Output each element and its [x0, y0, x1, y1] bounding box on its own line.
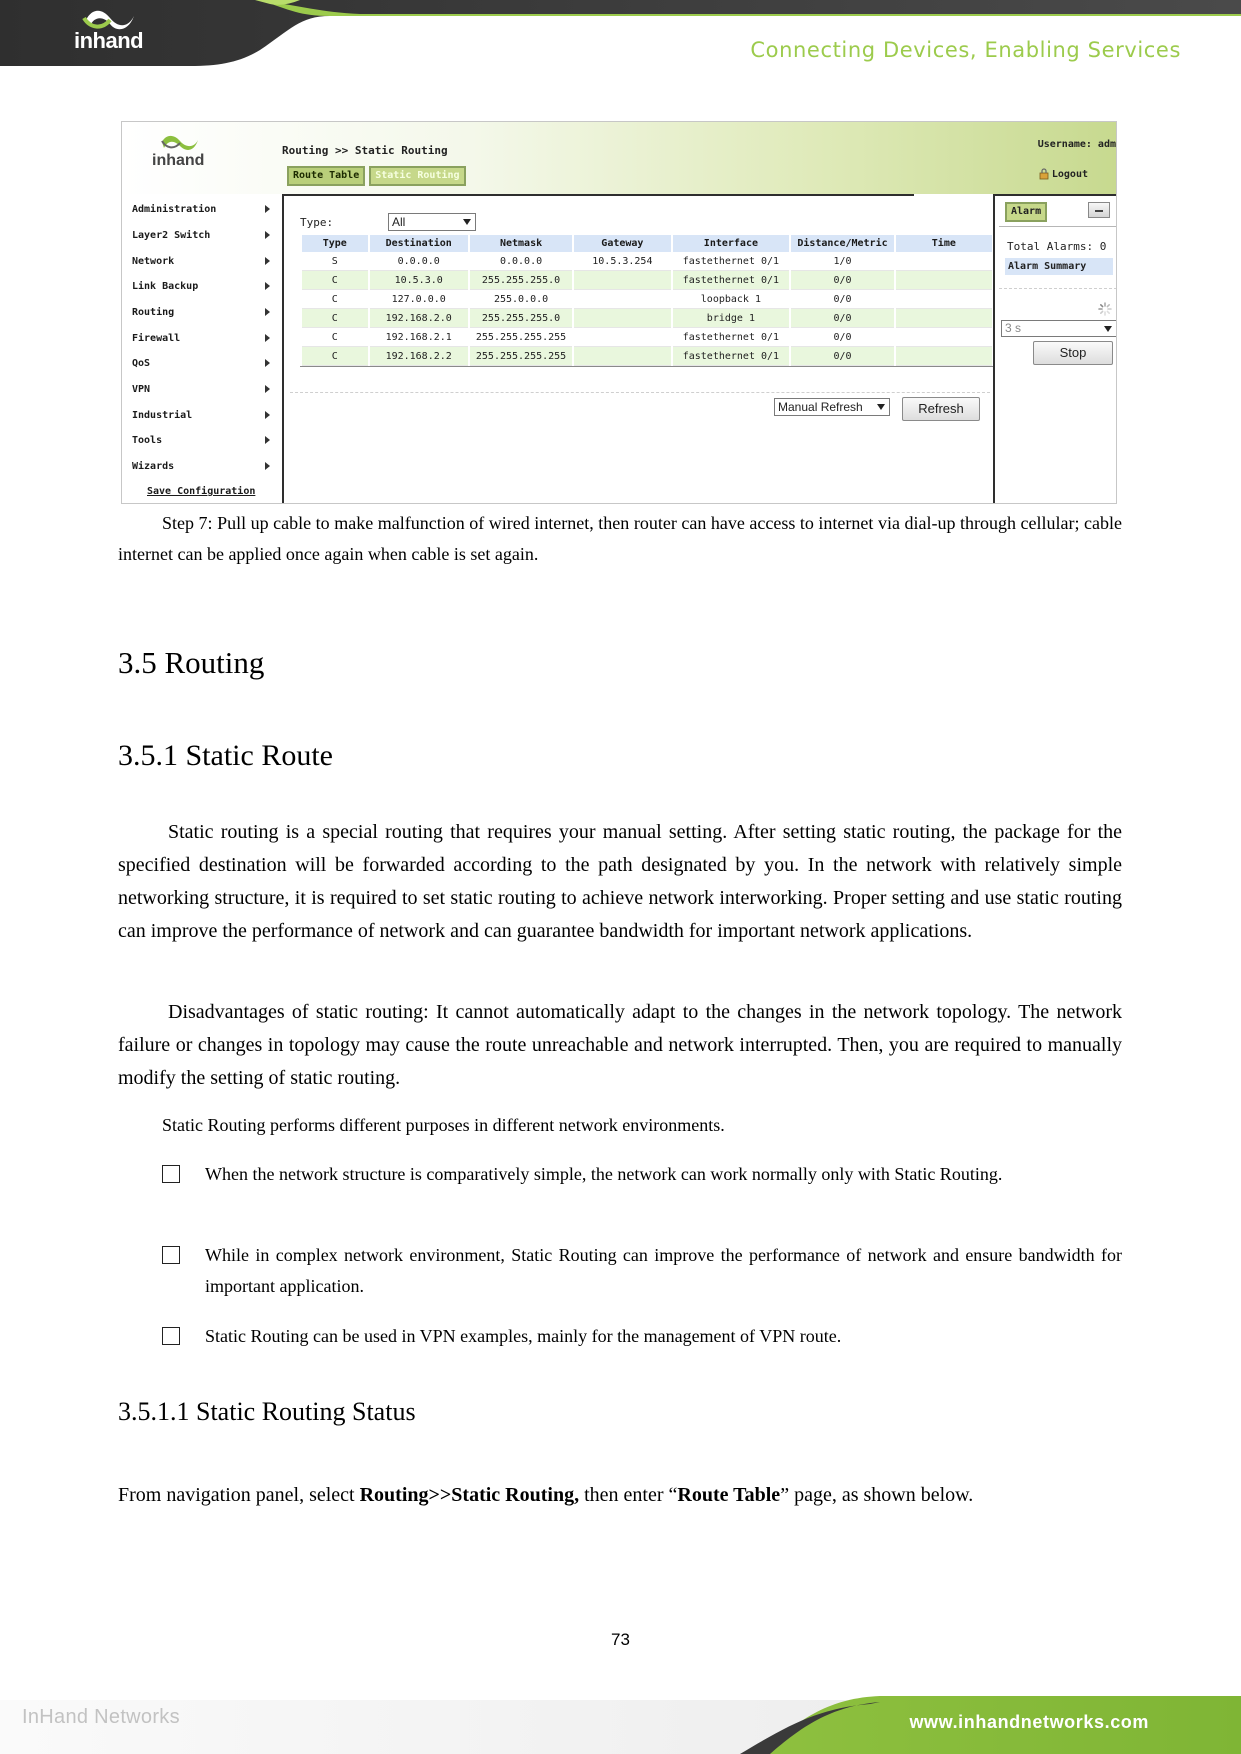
table-cell: fastethernet 0/1 — [673, 347, 790, 366]
chevron-right-icon — [265, 462, 270, 470]
alarm-interval-value: 3 s — [1005, 321, 1022, 335]
route-table-header — [302, 235, 992, 252]
step7-paragraph: Step 7: Pull up cable to make malfunction of wired internet, then router can have access to internet via dial-up through cellular; cable internet can be applied once again when cable is set again. — [118, 513, 1122, 564]
table-cell: 0/0 — [791, 309, 893, 328]
column-header: Gateway — [574, 235, 670, 252]
chevron-right-icon — [265, 385, 270, 393]
table-cell: C — [302, 328, 368, 347]
chevron-right-icon — [265, 359, 270, 367]
section-heading-static-routing-status: 3.5.1.1 Static Routing Status — [118, 1397, 416, 1426]
chevron-right-icon — [265, 308, 270, 316]
header-logo-text: inhand — [74, 28, 144, 53]
checkbox-bullet-icon — [162, 1246, 180, 1264]
sidebar-item-label: QoS — [132, 358, 151, 369]
sidebar-item-link-backup[interactable] — [132, 281, 282, 292]
column-header: Netmask — [470, 235, 572, 252]
table-cell: 255.255.255.255 — [470, 347, 572, 366]
alarm-tab[interactable]: Alarm — [1005, 202, 1047, 222]
table-cell: 255.255.255.255 — [470, 328, 572, 347]
table-cell: C — [302, 347, 368, 366]
chevron-right-icon — [265, 257, 270, 265]
sidebar-item-network[interactable] — [132, 256, 282, 267]
ui-top-bar — [122, 122, 1117, 194]
logout-link[interactable] — [1038, 168, 1088, 180]
divider — [999, 226, 1117, 227]
table-bottom-rule — [300, 366, 994, 367]
table-cell: 192.168.2.2 — [370, 347, 468, 366]
ui-main-panel — [284, 194, 964, 504]
sidebar-item-label: Firewall — [132, 333, 181, 344]
sidebar-item-tools[interactable] — [132, 435, 282, 446]
sidebar-item-layer2-switch[interactable] — [132, 230, 282, 241]
minimize-icon[interactable] — [1088, 202, 1110, 218]
table-cell: 0/0 — [791, 271, 893, 290]
logout-label: Logout — [1051, 168, 1088, 180]
section-heading-static-route: 3.5.1 Static Route — [118, 739, 333, 772]
type-select[interactable] — [388, 213, 476, 231]
sidebar-item-administration[interactable] — [132, 204, 282, 215]
header-tagline: Connecting Devices, Enabling Services — [750, 38, 1181, 62]
table-cell — [574, 309, 670, 328]
ui-logo-text: inhand — [152, 152, 205, 169]
sidebar-item-label: Wizards — [132, 461, 175, 472]
table-cell: fastethernet 0/1 — [673, 328, 790, 347]
table-row — [302, 290, 992, 309]
type-label: Type: — [300, 216, 334, 229]
alarm-interval-select[interactable] — [1001, 320, 1117, 337]
sidebar-item-vpn[interactable] — [132, 384, 282, 395]
dropdown-arrow-icon — [1104, 326, 1112, 332]
sidebar-item-routing[interactable] — [132, 307, 282, 318]
tab-route-table[interactable]: Route Table — [287, 166, 365, 186]
route-table — [300, 235, 994, 366]
nav-text-suffix: ” page, as shown below. — [780, 1484, 974, 1506]
table-cell: 255.255.255.0 — [470, 309, 572, 328]
sidebar-item-label: Industrial — [132, 410, 193, 421]
paragraph-purposes: Static Routing performs different purposes in different network environments. — [162, 1115, 725, 1135]
refresh-mode-select[interactable] — [774, 398, 890, 416]
lock-icon — [1038, 168, 1050, 180]
table-cell — [896, 290, 992, 309]
table-cell — [896, 271, 992, 290]
alarm-summary-link[interactable]: Alarm Summary — [1005, 258, 1113, 275]
table-cell: S — [302, 252, 368, 271]
section-heading-routing: 3.5 Routing — [118, 645, 265, 680]
bullet-text: When the network structure is comparatively simple, the network can work normally only with Static Routing. — [205, 1164, 1003, 1184]
chevron-right-icon — [265, 334, 270, 342]
ui-sidebar — [122, 194, 284, 504]
divider — [290, 392, 990, 393]
column-header: Destination — [370, 235, 468, 252]
table-cell: C — [302, 271, 368, 290]
type-select-value: All — [392, 215, 406, 229]
checkbox-bullet-icon — [162, 1327, 180, 1345]
table-cell: 192.168.2.0 — [370, 309, 468, 328]
divider — [999, 288, 1117, 289]
chevron-right-icon — [265, 436, 270, 444]
nav-text-prefix: From navigation panel, select — [118, 1484, 360, 1506]
refresh-button[interactable]: Refresh — [902, 397, 980, 421]
nav-path-bold: Routing>>Static Routing, — [359, 1484, 580, 1506]
table-cell — [574, 328, 670, 347]
column-header: Interface — [673, 235, 790, 252]
router-ui-screenshot — [121, 121, 1117, 504]
table-cell — [896, 347, 992, 366]
table-cell: C — [302, 309, 368, 328]
loading-spinner-icon — [1098, 302, 1112, 316]
total-alarms: Total Alarms: 0 — [1007, 240, 1107, 253]
sidebar-item-label: Routing — [132, 307, 175, 318]
column-header: Type — [302, 235, 368, 252]
column-header: Time — [896, 235, 992, 252]
table-cell: 255.255.255.0 — [470, 271, 572, 290]
table-cell — [574, 271, 670, 290]
table-cell: 127.0.0.0 — [370, 290, 468, 309]
table-cell: C — [302, 290, 368, 309]
chevron-right-icon — [265, 411, 270, 419]
sidebar-item-label: VPN — [132, 384, 151, 395]
table-cell: bridge 1 — [673, 309, 790, 328]
tab-static-routing[interactable]: Static Routing — [369, 166, 465, 186]
table-row — [302, 347, 992, 366]
stop-button[interactable]: Stop — [1033, 341, 1113, 365]
table-cell: 10.5.3.254 — [574, 252, 670, 271]
table-cell: 0.0.0.0 — [370, 252, 468, 271]
ui-username: Username: adm — [1037, 139, 1116, 150]
table-cell — [896, 252, 992, 271]
column-header: Distance/Metric — [791, 235, 893, 252]
ui-breadcrumb: Routing >> Static Routing — [282, 144, 448, 157]
table-row — [302, 328, 992, 347]
page-footer — [0, 1688, 1241, 1754]
table-cell: 0/0 — [791, 347, 893, 366]
table-cell — [574, 290, 670, 309]
table-cell: 0/0 — [791, 290, 893, 309]
dropdown-arrow-icon — [463, 219, 471, 225]
sidebar-item-label: Layer2 Switch — [132, 230, 211, 241]
page-number: 73 — [611, 1630, 630, 1649]
paragraph-navigation — [118, 1479, 1122, 1512]
sidebar-item-qos[interactable] — [132, 358, 282, 369]
table-cell: loopback 1 — [673, 290, 790, 309]
table-cell — [896, 309, 992, 328]
footer-website: www.inhandnetworks.com — [909, 1712, 1149, 1732]
bullet-text: Static Routing can be used in VPN examples, mainly for the management of VPN route. — [205, 1326, 842, 1346]
nav-text-mid: then enter “ — [579, 1484, 678, 1506]
bullet-text: While in complex network environment, Static Routing can improve the performance of network and ensure bandwidth for important application. — [205, 1245, 1122, 1296]
table-row — [302, 252, 992, 271]
route-table-bold: Route Table — [677, 1484, 781, 1506]
table-cell — [574, 347, 670, 366]
checkbox-bullet-icon — [162, 1165, 180, 1183]
paragraph-static-routing-intro: Static routing is a special routing that requires your manual setting. After setting static routing, the package for the specified destination will be forwarded according to the path designated by you. In the network with relatively simple networking structure, it is required to set static routing to achieve network interworking. Proper setting and use static routing can improve the performance of network and can guarantee bandwidth for important network applications. — [118, 821, 1122, 942]
table-cell: 255.0.0.0 — [470, 290, 572, 309]
table-cell: fastethernet 0/1 — [673, 252, 790, 271]
table-row — [302, 309, 992, 328]
chevron-right-icon — [265, 205, 270, 213]
refresh-mode-value: Manual Refresh — [778, 400, 863, 414]
table-cell: 1/0 — [791, 252, 893, 271]
sidebar-item-label: Link Backup — [132, 281, 199, 292]
table-cell: fastethernet 0/1 — [673, 271, 790, 290]
table-cell: 192.168.2.1 — [370, 328, 468, 347]
save-configuration-link[interactable]: Save Configuration — [147, 486, 256, 497]
dropdown-arrow-icon — [877, 404, 885, 410]
table-cell: 0.0.0.0 — [470, 252, 572, 271]
chevron-right-icon — [265, 231, 270, 239]
table-row — [302, 271, 992, 290]
sidebar-item-label: Network — [132, 256, 175, 267]
sidebar-item-label: Tools — [132, 435, 163, 446]
sidebar-item-wizards[interactable] — [132, 461, 282, 472]
alarm-panel — [993, 194, 1117, 504]
table-cell — [896, 328, 992, 347]
ui-tab-bar — [287, 166, 466, 186]
table-cell: 0/0 — [791, 328, 893, 347]
sidebar-item-firewall[interactable] — [132, 333, 282, 344]
footer-company: InHand Networks — [22, 1706, 180, 1728]
paragraph-disadvantages: Disadvantages of static routing: It cannot automatically adapt to the changes in the network topology. The network failure or changes in topology may cause the route unreachable and network interrupted. Then, you are required to manually modify the setting of static routing. — [118, 1001, 1122, 1089]
page-header — [0, 0, 1241, 70]
table-cell: 10.5.3.0 — [370, 271, 468, 290]
chevron-right-icon — [265, 282, 270, 290]
sidebar-item-label: Administration — [132, 204, 217, 215]
sidebar-item-industrial[interactable] — [132, 410, 282, 421]
